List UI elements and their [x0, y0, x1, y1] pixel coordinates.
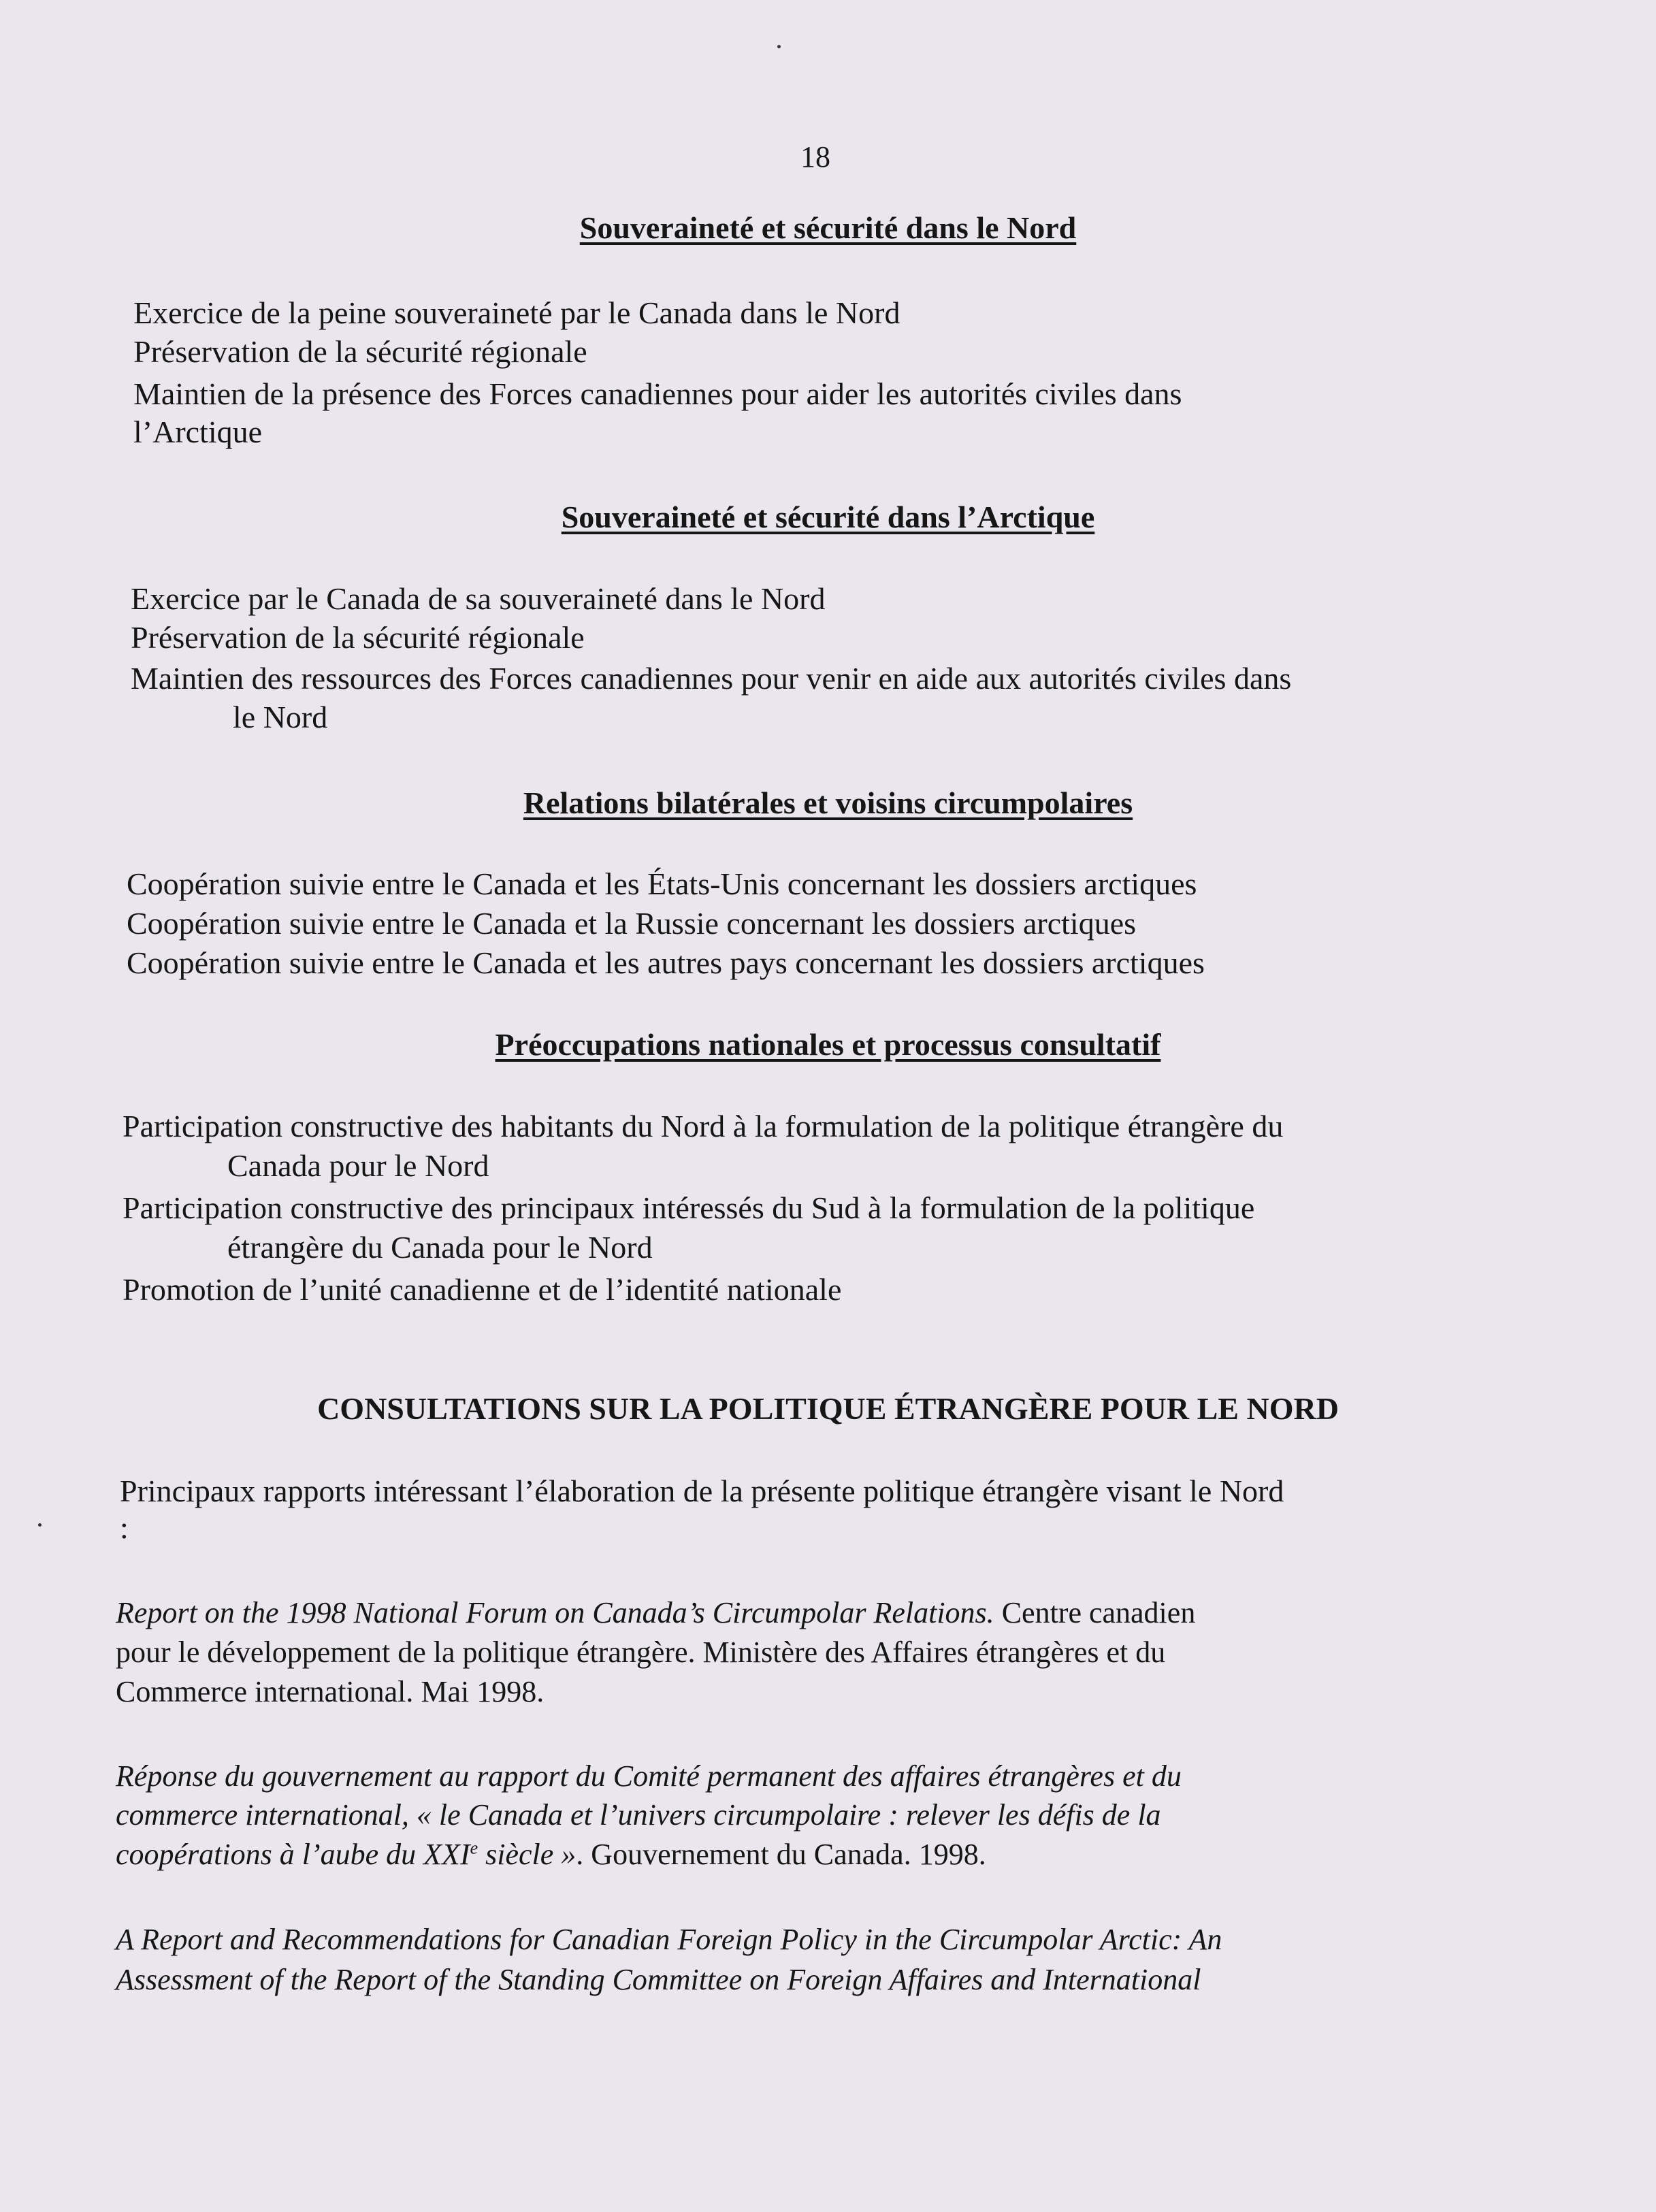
- list-item: étrangère du Canada pour le Nord: [227, 1230, 653, 1265]
- reference-title: siècle »: [478, 1838, 577, 1871]
- reference-text: . Gouvernement du Canada. 1998.: [576, 1838, 986, 1871]
- list-item: Participation constructive des habitants du Nord à la formulation de la politique étrangère du: [123, 1109, 1284, 1143]
- list-item: Préservation de la sécurité régionale: [131, 620, 585, 655]
- list-item: Exercice par le Canada de sa souveraineté dans le Nord: [131, 581, 826, 616]
- scan-speck: [38, 1523, 42, 1527]
- list-item: Préservation de la sécurité régionale: [133, 334, 587, 369]
- reference-2-line: [116, 1837, 986, 1872]
- reference-title: coopérations à l’aube du XXI: [116, 1838, 470, 1871]
- list-item: Canada pour le Nord: [227, 1148, 489, 1183]
- consultations-intro: Principaux rapports intéressant l’élaboration de la présente politique étrangère visant le Nord: [120, 1474, 1284, 1508]
- reference-3-title: Assessment of the Report of the Standing Committee on Foreign Affaires and International: [116, 1963, 1201, 1996]
- page-number: 18: [800, 140, 830, 174]
- list-item: Participation constructive des principaux intéressés du Sud à la formulation de la politique: [123, 1190, 1255, 1225]
- list-item: Coopération suivie entre le Canada et la Russie concernant les dossiers arctiques: [127, 906, 1137, 941]
- list-item: l’Arctique: [133, 414, 263, 449]
- list-item: Promotion de l’unité canadienne et de l’identité nationale: [123, 1272, 842, 1307]
- section-heading-sovereignty-north: Souveraineté et sécurité dans le Nord: [579, 210, 1077, 245]
- list-item: le Nord: [233, 700, 328, 734]
- reference-1: [116, 1595, 1195, 1630]
- reference-3-title: A Report and Recommendations for Canadian Foreign Policy in the Circumpolar Arctic: An: [116, 1923, 1222, 1956]
- consultations-title: CONSULTATIONS SUR LA POLITIQUE ÉTRANGÈRE POUR LE NORD: [317, 1391, 1339, 1426]
- scan-speck: [777, 45, 781, 48]
- reference-2-title: Réponse du gouvernement au rapport du Comité permanent des affaires étrangères et du: [116, 1759, 1182, 1793]
- reference-title: Report on the 1998 National Forum on Canada’s Circumpolar Relations.: [116, 1596, 994, 1629]
- section-heading-bilateral: Relations bilatérales et voisins circumpolaires: [523, 785, 1133, 820]
- list-item: Coopération suivie entre le Canada et les États-Unis concernant les dossiers arctiques: [127, 866, 1197, 901]
- list-item: Maintien de la présence des Forces canadiennes pour aider les autorités civiles dans: [133, 376, 1182, 411]
- list-item: Maintien des ressources des Forces canadiennes pour venir en aide aux autorités civiles dans: [131, 661, 1292, 696]
- reference-text: Commerce international. Mai 1998.: [116, 1675, 545, 1708]
- list-item: Coopération suivie entre le Canada et les autres pays concernant les dossiers arctiques: [127, 945, 1205, 980]
- list-item: Exercice de la peine souveraineté par le Canada dans le Nord: [133, 295, 900, 330]
- superscript: e: [470, 1838, 478, 1858]
- reference-text: Centre canadien: [994, 1596, 1196, 1629]
- section-heading-national-concerns: Préoccupations nationales et processus consultatif: [495, 1027, 1161, 1062]
- consultations-intro-colon: :: [120, 1510, 129, 1545]
- reference-2-title: commerce international, « le Canada et l’univers circumpolaire : relever les défis de la: [116, 1798, 1161, 1832]
- section-heading-sovereignty-arctic: Souveraineté et sécurité dans l’Arctique: [561, 500, 1095, 534]
- reference-text: pour le développement de la politique étrangère. Ministère des Affaires étrangères et du: [116, 1636, 1166, 1669]
